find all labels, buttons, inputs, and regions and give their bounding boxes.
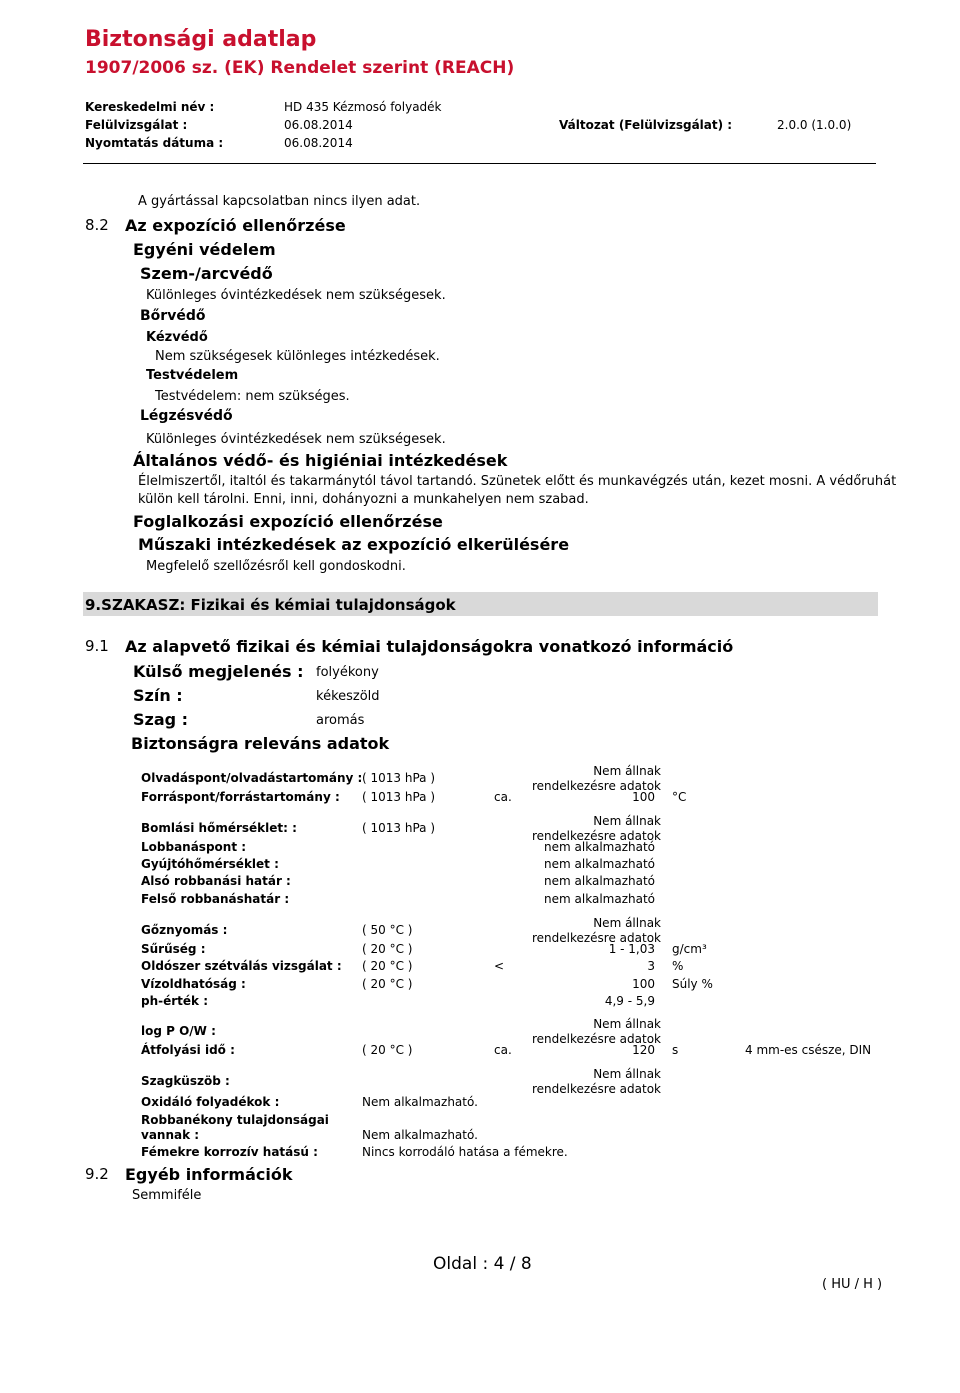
property-qualifier: < xyxy=(494,959,505,973)
property-label: Sűrűség : xyxy=(141,942,206,956)
body-protection-text: Testvédelem: nem szükséges. xyxy=(155,389,350,404)
property-value: 100 xyxy=(632,977,655,991)
odor-value: aromás xyxy=(316,713,365,728)
property-unit: % xyxy=(672,959,684,973)
section-9-2-number: 9.2 xyxy=(85,1165,109,1183)
property-unit: s xyxy=(672,1043,679,1057)
regulation-subtitle: 1907/2006 sz. (EK) Rendelet szerint (REACH) xyxy=(85,58,515,78)
hand-protection-heading: Kézvédő xyxy=(146,330,208,345)
header-divider xyxy=(83,163,876,164)
property-label: Lobbanáspont : xyxy=(141,840,247,854)
corrosive-value: Nincs korrodáló hatása a fémekre. xyxy=(362,1145,568,1159)
property-condition: ( 1013 hPa ) xyxy=(362,821,436,835)
property-condition: ( 50 °C ) xyxy=(362,923,413,937)
property-value: nem alkalmazható xyxy=(544,892,655,906)
property-value: Nem állnak rendelkezésre adatok xyxy=(531,764,661,793)
individual-protection-heading: Egyéni védelem xyxy=(133,240,276,259)
property-label: Olvadáspont/olvadástartomány : xyxy=(141,771,363,785)
body-protection-heading: Testvédelem xyxy=(146,368,239,383)
property-condition: ( 20 °C ) xyxy=(362,977,413,991)
odor-label: Szag : xyxy=(133,710,189,729)
respiratory-protection-heading: Légzésvédő xyxy=(140,408,233,424)
corrosive-label: Fémekre korrozív hatású : xyxy=(141,1145,318,1159)
property-condition: ( 20 °C ) xyxy=(362,959,413,973)
property-value: Nem állnak rendelkezésre adatok xyxy=(531,1067,661,1096)
document-title: Biztonsági adatlap xyxy=(85,27,317,52)
property-value: 120 xyxy=(632,1043,655,1057)
section-8-2-title: Az expozíció ellenőrzése xyxy=(125,216,346,235)
property-value: 1 - 1,03 xyxy=(608,942,655,956)
general-hygiene-text-line2: külön kell tárolni. Enni, inni, dohányozni a munkahelyen nem szabad. xyxy=(138,492,589,507)
property-value: Nem állnak rendelkezésre adatok xyxy=(531,1017,661,1046)
revision-label: Felülvizsgálat : xyxy=(85,118,188,132)
property-condition: ( 1013 hPa ) xyxy=(362,790,436,804)
explosive-label-line1: Robbanékony tulajdonságai xyxy=(141,1113,329,1127)
property-unit: g/cm³ xyxy=(672,942,707,956)
section-9-2-title: Egyéb információk xyxy=(125,1165,293,1184)
section-8-2-number: 8.2 xyxy=(85,216,109,234)
revision-date: 06.08.2014 xyxy=(284,118,353,132)
property-label: Gőznyomás : xyxy=(141,923,228,937)
property-label: Vízoldhatóság : xyxy=(141,977,246,991)
technical-measures-text: Megfelelő szellőzésről kell gondoskodni. xyxy=(146,559,406,574)
property-label: Gyújtóhőmérséklet : xyxy=(141,857,279,871)
safety-data-heading: Biztonságra releváns adatok xyxy=(131,734,390,753)
section-9-1-title: Az alapvető fizikai és kémiai tulajdonságokra vonatkozó információ xyxy=(125,637,734,656)
version-value: 2.0.0 (1.0.0) xyxy=(777,118,852,132)
section-9-title: 9.SZAKASZ: Fizikai és kémiai tulajdonságok xyxy=(85,596,456,614)
technical-measures-heading: Műszaki intézkedések az expozíció elkerülésére xyxy=(138,535,570,554)
version-label: Változat (Felülvizsgálat) : xyxy=(559,118,733,132)
property-label: log P O/W : xyxy=(141,1024,216,1038)
general-hygiene-heading: Általános védő- és higiéniai intézkedések xyxy=(133,451,508,470)
property-label: Felső robbanáshatár : xyxy=(141,892,290,906)
color-label: Szín : xyxy=(133,686,183,705)
respiratory-protection-text: Különleges óvintézkedések nem szükségesek. xyxy=(146,432,446,447)
appearance-value: folyékony xyxy=(316,665,379,680)
property-condition: ( 20 °C ) xyxy=(362,1043,413,1057)
property-label: Bomlási hőmérséklet: : xyxy=(141,821,297,835)
property-condition: ( 20 °C ) xyxy=(362,942,413,956)
property-value: 3 xyxy=(647,959,655,973)
color-value: kékeszöld xyxy=(316,689,380,704)
property-qualifier: ca. xyxy=(494,790,512,804)
property-value: Nem állnak rendelkezésre adatok xyxy=(531,916,661,945)
property-unit: Súly % xyxy=(672,977,713,991)
property-value: 4,9 - 5,9 xyxy=(604,994,655,1008)
explosive-label-line2: vannak : xyxy=(141,1128,200,1142)
property-value: nem alkalmazható xyxy=(544,857,655,871)
property-label: Átfolyási idő : xyxy=(141,1043,235,1057)
other-info-text: Semmiféle xyxy=(132,1188,202,1203)
explosive-value: Nem alkalmazható. xyxy=(362,1128,478,1142)
property-value: 100 xyxy=(632,790,655,804)
print-date: 06.08.2014 xyxy=(284,136,353,150)
skin-protection-heading: Bőrvédő xyxy=(140,308,206,324)
print-date-label: Nyomtatás dátuma : xyxy=(85,136,224,150)
property-label: Forráspont/forrástartomány : xyxy=(141,790,340,804)
property-value: nem alkalmazható xyxy=(544,874,655,888)
eye-protection-text: Különleges óvintézkedések nem szükségesek. xyxy=(146,288,446,303)
trade-name: HD 435 Kézmosó folyadék xyxy=(284,100,442,114)
property-value: nem alkalmazható xyxy=(544,840,655,854)
page-number: Oldal : 4 / 8 xyxy=(433,1254,532,1274)
appearance-label: Külső megjelenés : xyxy=(133,662,304,681)
section-9-1-number: 9.1 xyxy=(85,637,109,655)
property-qualifier: ca. xyxy=(494,1043,512,1057)
eye-protection-heading: Szem-/arcvédő xyxy=(140,264,273,283)
country-code: ( HU / H ) xyxy=(822,1277,883,1292)
trade-name-label: Kereskedelmi név : xyxy=(85,100,215,114)
oxidizing-label: Oxidáló folyadékok : xyxy=(141,1095,280,1109)
property-unit: °C xyxy=(672,790,687,804)
property-method: 4 mm-es csésze, DIN xyxy=(745,1043,872,1057)
general-hygiene-text-line1: Élelmiszertől, italtól és takarmánytól távol tartandó. Szünetek előtt és munkavégzés után, kezet mosni. A védőruhát xyxy=(138,474,897,489)
property-label: Szagküszöb : xyxy=(141,1074,230,1088)
property-condition: ( 1013 hPa ) xyxy=(362,771,436,785)
property-label: ph-érték : xyxy=(141,994,209,1008)
hand-protection-text: Nem szükségesek különleges intézkedések. xyxy=(155,349,440,364)
property-label: Alsó robbanási határ : xyxy=(141,874,291,888)
oxidizing-value: Nem alkalmazható. xyxy=(362,1095,478,1109)
property-value: Nem állnak rendelkezésre adatok xyxy=(531,814,661,843)
occupational-exposure-heading: Foglalkozási expozíció ellenőrzése xyxy=(133,512,443,531)
property-label: Oldószer szétválás vizsgálat : xyxy=(141,959,342,973)
section8-intro: A gyártással kapcsolatban nincs ilyen adat. xyxy=(138,194,421,209)
